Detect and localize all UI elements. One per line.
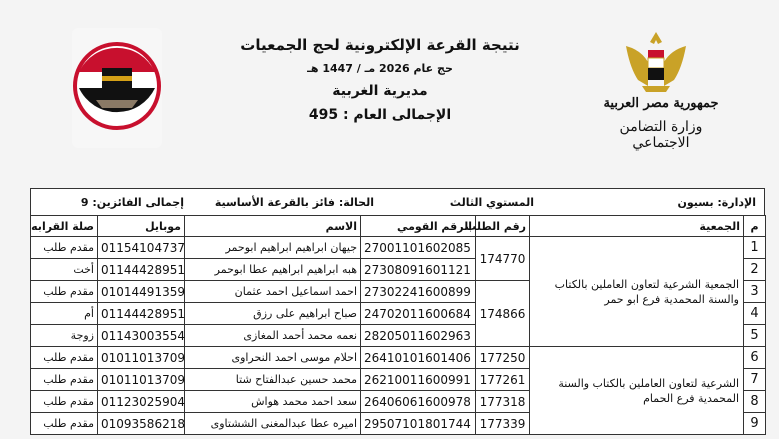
row-index: 6 — [744, 347, 766, 369]
national-id: 27302241600899 — [361, 281, 476, 303]
mobile-number: 01144428951 — [98, 303, 185, 325]
table-row — [31, 237, 766, 259]
row-index: 1 — [744, 237, 766, 259]
mobile-number: 01011013709 — [98, 347, 185, 369]
national-id: 27001101602085 — [361, 237, 476, 259]
mobile-number: 01011013709 — [98, 369, 185, 391]
directorate-name: مديرية الغربية — [332, 83, 428, 99]
national-id: 27308091601121 — [361, 259, 476, 281]
col-association: الجمعية — [530, 216, 744, 237]
col-national-id: الرقم القومي — [361, 216, 476, 237]
row-index: 7 — [744, 369, 766, 391]
relation: مقدم طلب — [31, 369, 98, 391]
request-number: 177318 — [476, 391, 530, 413]
request-number: 177250 — [476, 347, 530, 369]
col-mobile: موبايل — [98, 216, 185, 237]
person-name: احمد اسماعيل احمد عثمان — [185, 281, 361, 303]
relation: مقدم طلب — [31, 347, 98, 369]
mobile-number: 01143003554 — [98, 325, 185, 347]
row-index: 9 — [744, 413, 766, 435]
ministry-label: وزارة التضامن الاجتماعي — [619, 119, 703, 151]
col-index: م — [744, 216, 766, 237]
relation: أخت — [31, 259, 98, 281]
person-name: نعمه محمد أحمد المغازى — [185, 325, 361, 347]
row-index: 2 — [744, 259, 766, 281]
national-id: 26410101601406 — [361, 347, 476, 369]
table-row — [31, 347, 766, 369]
document-title: نتيجة القرعة الإلكترونية لحج الجمعيات — [240, 36, 520, 54]
person-name: اميره عطا عبدالمغنى الششتاوى — [185, 413, 361, 435]
person-name: صباح ابراهيم على رزق — [185, 303, 361, 325]
request-number: 174770 — [476, 237, 530, 281]
national-id: 26406061600978 — [361, 391, 476, 413]
relation: مقدم طلب — [31, 281, 98, 303]
national-id: 24702011600684 — [361, 303, 476, 325]
document-header — [230, 36, 530, 123]
admin-label: الإدارة: بسيون — [677, 196, 756, 209]
national-id: 29507101801744 — [361, 413, 476, 435]
level-label: المستوي الثالث — [449, 196, 534, 209]
person-name: هبه ابراهيم ابراهيم عطا ابوحمر — [185, 259, 361, 281]
country-name: جمهورية مصر العربية — [603, 96, 719, 111]
year-line: حج عام 2026 مـ / 1447 هـ — [307, 62, 453, 75]
person-name: احلام موسى احمد النحراوى — [185, 347, 361, 369]
request-number: 177261 — [476, 369, 530, 391]
status-label: الحالة: فائز بالقرعة الأساسية — [214, 196, 374, 209]
ministry-name — [596, 96, 726, 151]
row-index: 4 — [744, 303, 766, 325]
association-cell: الشرعية لتعاون العاملين بالكتاب والسنة المحمدية فرع الحمام — [530, 347, 744, 435]
row-index: 5 — [744, 325, 766, 347]
national-id: 26210011600991 — [361, 369, 476, 391]
mobile-number: 01154104737 — [98, 237, 185, 259]
relation: مقدم طلب — [31, 413, 98, 435]
association-cell: الجمعية الشرعية لتعاون العاملين بالكتاب والسنة المحمدية فرع ابو حمر — [530, 237, 744, 347]
mobile-number: 01014491359 — [98, 281, 185, 303]
person-name: جيهان ابراهيم ابراهيم ابوحمر — [185, 237, 361, 259]
col-request-no: رقم الطلب — [476, 216, 530, 237]
request-number: 177339 — [476, 413, 530, 435]
person-name: سعد احمد محمد هواش — [185, 391, 361, 413]
results-body — [31, 237, 766, 435]
relation: زوجة — [31, 325, 98, 347]
relation: مقدم طلب — [31, 237, 98, 259]
row-index: 3 — [744, 281, 766, 303]
person-name: محمد حسين عبدالفتاح شتا — [185, 369, 361, 391]
relation: مقدم طلب — [31, 391, 98, 413]
kaaba-emblem-icon — [72, 28, 162, 148]
table-header-row — [31, 216, 766, 237]
col-name: الاسم — [185, 216, 361, 237]
info-bar — [30, 188, 765, 216]
row-index: 8 — [744, 391, 766, 413]
mobile-number: 01093586218 — [98, 413, 185, 435]
national-id: 28205011602963 — [361, 325, 476, 347]
eagle-icon — [596, 28, 716, 98]
winners-label: إجمالى الفائزين: 9 — [80, 196, 184, 209]
request-number: 174866 — [476, 281, 530, 347]
col-relation: صلة القرابه — [31, 216, 98, 237]
total-count: الإجمالى العام : 495 — [308, 107, 452, 123]
mobile-number: 01123025904 — [98, 391, 185, 413]
mobile-number: 01144428951 — [98, 259, 185, 281]
results-table — [30, 215, 766, 435]
hajj-logo — [72, 28, 162, 148]
relation: أم — [31, 303, 98, 325]
